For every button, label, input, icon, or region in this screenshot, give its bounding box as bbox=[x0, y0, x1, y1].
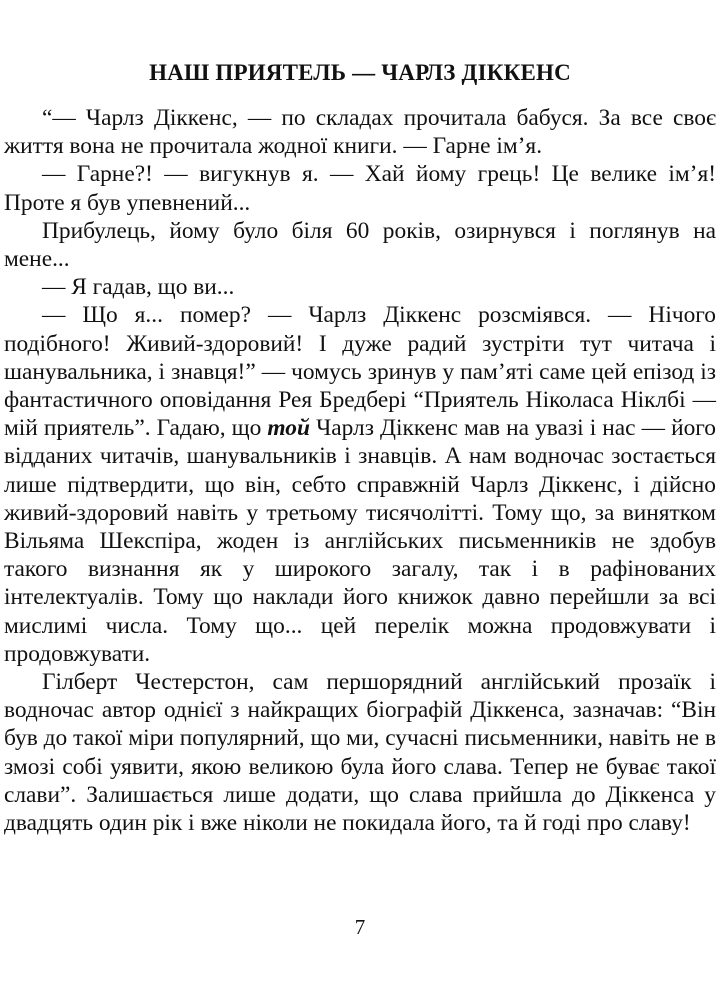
paragraph-2: — Гарне?! — вигукнув я. — Хай йому грець! Це велике ім’я! Проте я був упевнений... bbox=[4, 161, 716, 216]
paragraph-1: “— Чарлз Діккенс, — по складах прочитала бабуся. За все своє життя вона не прочитала жодної книги. — Гарне ім’я. bbox=[4, 105, 716, 160]
paragraph-6: Гілберт Честерстон, сам першорядний англійський прозаїк і водночас автор однієї з найкращих біографій Діккенса, зазначав: “Він був до такої міри популярний, що ми, сучасні письменники, навіть не в змозі собі уявити, якою великою була його слава. Тепер не буває такої слави”. Залишається лише додати, що слава прийшла до Діккенса у двадцять один рік і вже ніколи не покидала його, та й годі про славу! bbox=[4, 669, 716, 837]
chapter-body bbox=[4, 104, 716, 837]
emphasized-word: той bbox=[267, 415, 310, 442]
paragraph-3: Прибулець, йому було біля 60 років, озирнувся і поглянув на мене... bbox=[4, 217, 716, 273]
paragraph-4: — Я гадав, що ви... bbox=[42, 274, 235, 301]
paragraph-5 bbox=[4, 301, 716, 668]
page-number: 7 bbox=[354, 915, 366, 939]
paragraph-5-start: — Що я... помер? — Чарлз Діккенс розсміявся. — Нічого подібного! Живий-здоровий! І дуже радий зустріти тут читача і шанувальника, і знавця!” — чомусь зринув у пам’яті саме цей епізод із фантастичного оповідання Рея Бредбері “Приятель Ніколаса Ніклбі — мій приятель”. Гадаю, що bbox=[4, 302, 716, 442]
paragraph-5-rest: Чарлз Діккенс мав на увазі і нас — його відданих читачів, шанувальників і знавців. А нам водночас зостається лише підтвердити, що він, себто справжній Чарлз Діккенс, і дійсно живий-здоровий навіть у третьому тисячолітті. Тому що, за винятком Вільяма Шекспіра, жоден із англійських письменників не здобув такого визнання як у широкого загалу, так і в рафінованих інтелектуалів. Тому що наклади його книжок давно перейшли за всі мислимі числа. Тому що... цей перелік можна продовжувати і продовжувати. bbox=[4, 415, 716, 667]
chapter-title: НАШ ПРИЯТЕЛЬ — ЧАРЛЗ ДІККЕНС bbox=[149, 60, 571, 85]
